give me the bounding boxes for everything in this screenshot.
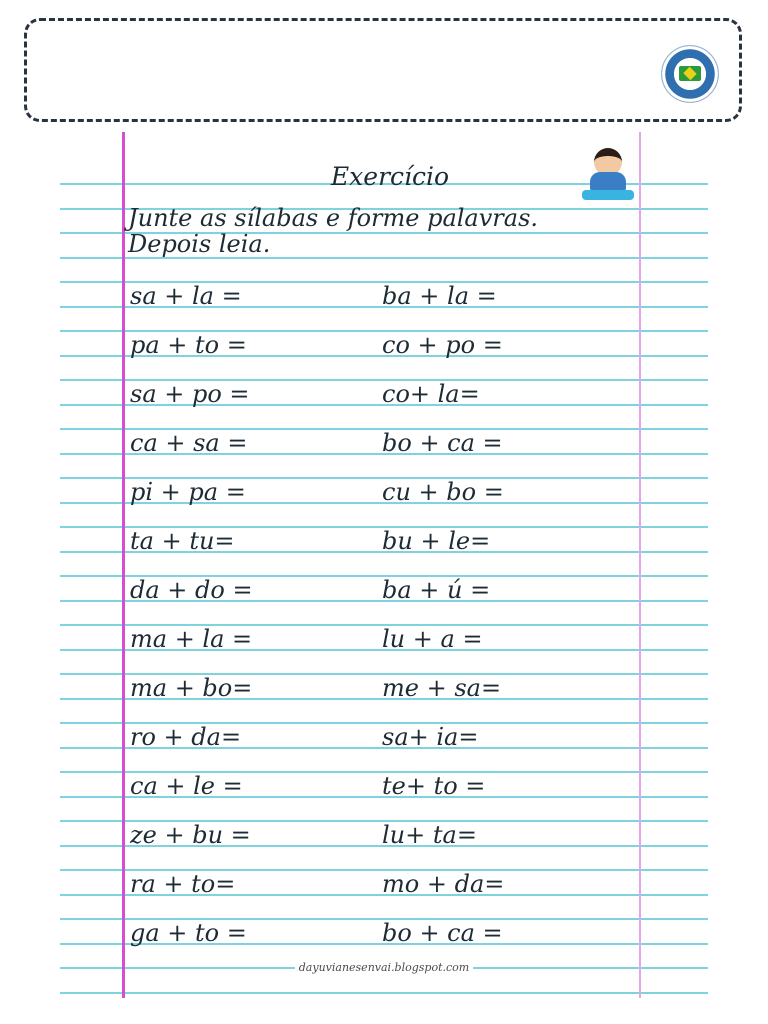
- exercise-right: me + sa=: [382, 674, 502, 702]
- exercise-left: ro + da=: [130, 723, 242, 751]
- exercise-right: ba + la =: [382, 282, 497, 310]
- exercise-right: bu + le=: [382, 527, 491, 555]
- left-margin-line: [122, 132, 125, 998]
- instruction-line: Junte as sílabas e forme palavras.: [128, 204, 539, 232]
- school-logo-icon: [662, 46, 718, 102]
- student-mascot-icon: [580, 144, 636, 202]
- exercise-left: ga + to =: [130, 919, 247, 947]
- exercise-right: bo + ca =: [382, 919, 503, 947]
- right-margin-line: [639, 132, 641, 998]
- exercise-right: te+ to =: [382, 772, 486, 800]
- instruction-line: Depois leia.: [128, 230, 271, 258]
- exercise-left: sa + la =: [130, 282, 242, 310]
- exercise-right: ba + ú =: [382, 576, 491, 604]
- exercise-left: ca + sa =: [130, 429, 248, 457]
- footer-text: dayuvianesenvai.blogspot.com: [295, 961, 473, 974]
- exercise-right: lu+ ta=: [382, 821, 477, 849]
- exercise-left: ma + la =: [130, 625, 253, 653]
- name-header-box: [24, 18, 742, 122]
- exercise-left: ze + bu =: [130, 821, 251, 849]
- exercise-left: pi + pa =: [130, 478, 246, 506]
- exercise-right: co+ la=: [382, 380, 480, 408]
- exercise-right: lu + a =: [382, 625, 483, 653]
- exercise-left: ra + to=: [130, 870, 236, 898]
- exercise-left: da + do =: [130, 576, 253, 604]
- footer-credit: [60, 961, 708, 974]
- ruled-worksheet: [60, 132, 708, 998]
- exercise-left: pa + to =: [130, 331, 247, 359]
- exercise-right: mo + da=: [382, 870, 505, 898]
- exercise-right: sa+ ia=: [382, 723, 479, 751]
- exercise-right: bo + ca =: [382, 429, 503, 457]
- page-title: Exercício: [330, 162, 450, 191]
- exercise-left: ma + bo=: [130, 674, 253, 702]
- exercise-right: co + po =: [382, 331, 503, 359]
- exercise-left: sa + po =: [130, 380, 250, 408]
- exercise-left: ta + tu=: [130, 527, 235, 555]
- exercise-right: cu + bo =: [382, 478, 504, 506]
- exercise-left: ca + le =: [130, 772, 243, 800]
- ruled-line: [60, 992, 708, 994]
